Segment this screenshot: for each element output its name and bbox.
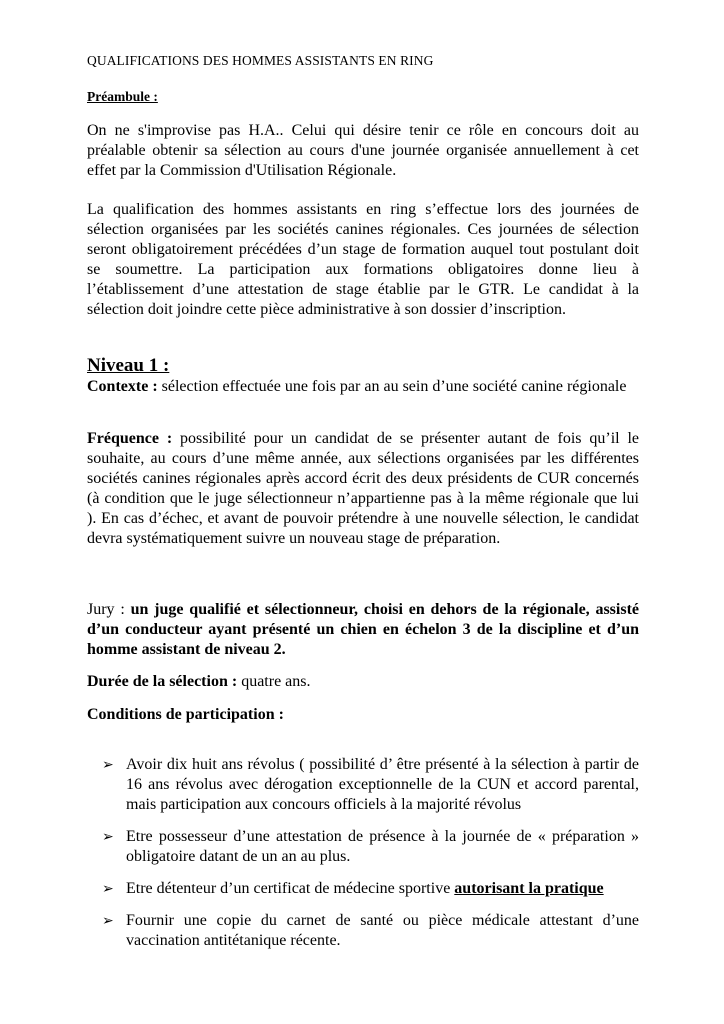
jury-label: Jury : [87,601,131,618]
list-item [102,827,639,867]
contexte-text: sélection effectuée une fois par an au sein d’une société canine régionale [157,378,627,395]
conditions-heading: Conditions de participation : [87,706,284,723]
arrow-bullet-icon: ➢ [102,757,114,773]
frequence-text: possibilité pour un candidat de se présenter autant de fois qu’il le souhaite, au cours d’une même année, aux sélections organisées par les différentes sociétés canines régionales après accord écrit des deux présidents de CUR concernés (à condition que le juge sélectionneur n’appartienne pas à la même régionale que lui ). En cas d’échec, et avant de pouvoir prétendre à une nouvelle sélection, le candidat devra systématiquement suivre un nouveau stage de préparation. [87,430,640,547]
frequence-block [87,429,639,549]
contexte-block [87,377,639,397]
duree-label: Durée de la sélection : [87,673,238,690]
arrow-bullet-icon: ➢ [102,913,114,929]
conditions-list [102,755,639,951]
condition-text: Avoir dix huit ans révolus ( possibilité d’ être présenté à la sélection à partir de 16 ans révolus avec dérogation exceptionnelle de la CUN et accord parental, mais participation aux concours officiels à la majorité révolus [126,756,639,813]
preamble-label: Préambule : [87,89,158,104]
list-item [102,755,639,815]
jury-text: un juge qualifié et sélectionneur, choisi en dehors de la régionale, assisté d’un conducteur ayant présenté un chien en échelon 3 de la discipline et d’un homme assistant de niveau 2. [87,601,640,658]
list-item [102,911,639,951]
duree-text: quatre ans. [237,673,311,690]
condition-text: Etre possesseur d’une attestation de présence à la journée de « préparation » obligatoire datant de un an au plus. [126,828,639,865]
paragraph-intro: On ne s'improvise pas H.A.. Celui qui désire tenir ce rôle en concours doit au préalable obtenir sa sélection au cours d'une journée organisée annuellement à cet effet par la Commission d'Utilisation Régionale. [87,122,639,179]
condition-text: Fournir une copie du carnet de santé ou pièce médicale attestant d’une vaccination antitétanique récente. [126,912,639,949]
arrow-bullet-icon: ➢ [102,829,114,845]
condition-text: Etre détenteur d’un certificat de médecine sportive [126,880,455,897]
condition-emphasis: autorisant la pratique [454,880,604,897]
arrow-bullet-icon: ➢ [102,881,114,897]
paragraph-qualification: La qualification des hommes assistants en ring s’effectue lors des journées de sélection organisées par les sociétés canines régionales. Ces journées de sélection seront obligatoirement précédées d’un stage de formation auquel tout postulant doit se soumettre. La participation aux formations obligatoires donne lieu à l’établissement d’une attestation de stage établie par le GTR. Le candidat à la sélection doit joindre cette pièce administrative à son dossier d’inscription. [87,201,639,318]
jury-block [87,600,639,660]
document-title: QUALIFICATIONS DES HOMMES ASSISTANTS EN RING [87,53,434,68]
contexte-label: Contexte : [87,378,158,395]
duree-block [87,672,311,692]
frequence-label: Fréquence : [87,430,173,447]
niveau-1-heading: Niveau 1 : [87,355,170,376]
list-item [102,879,639,899]
